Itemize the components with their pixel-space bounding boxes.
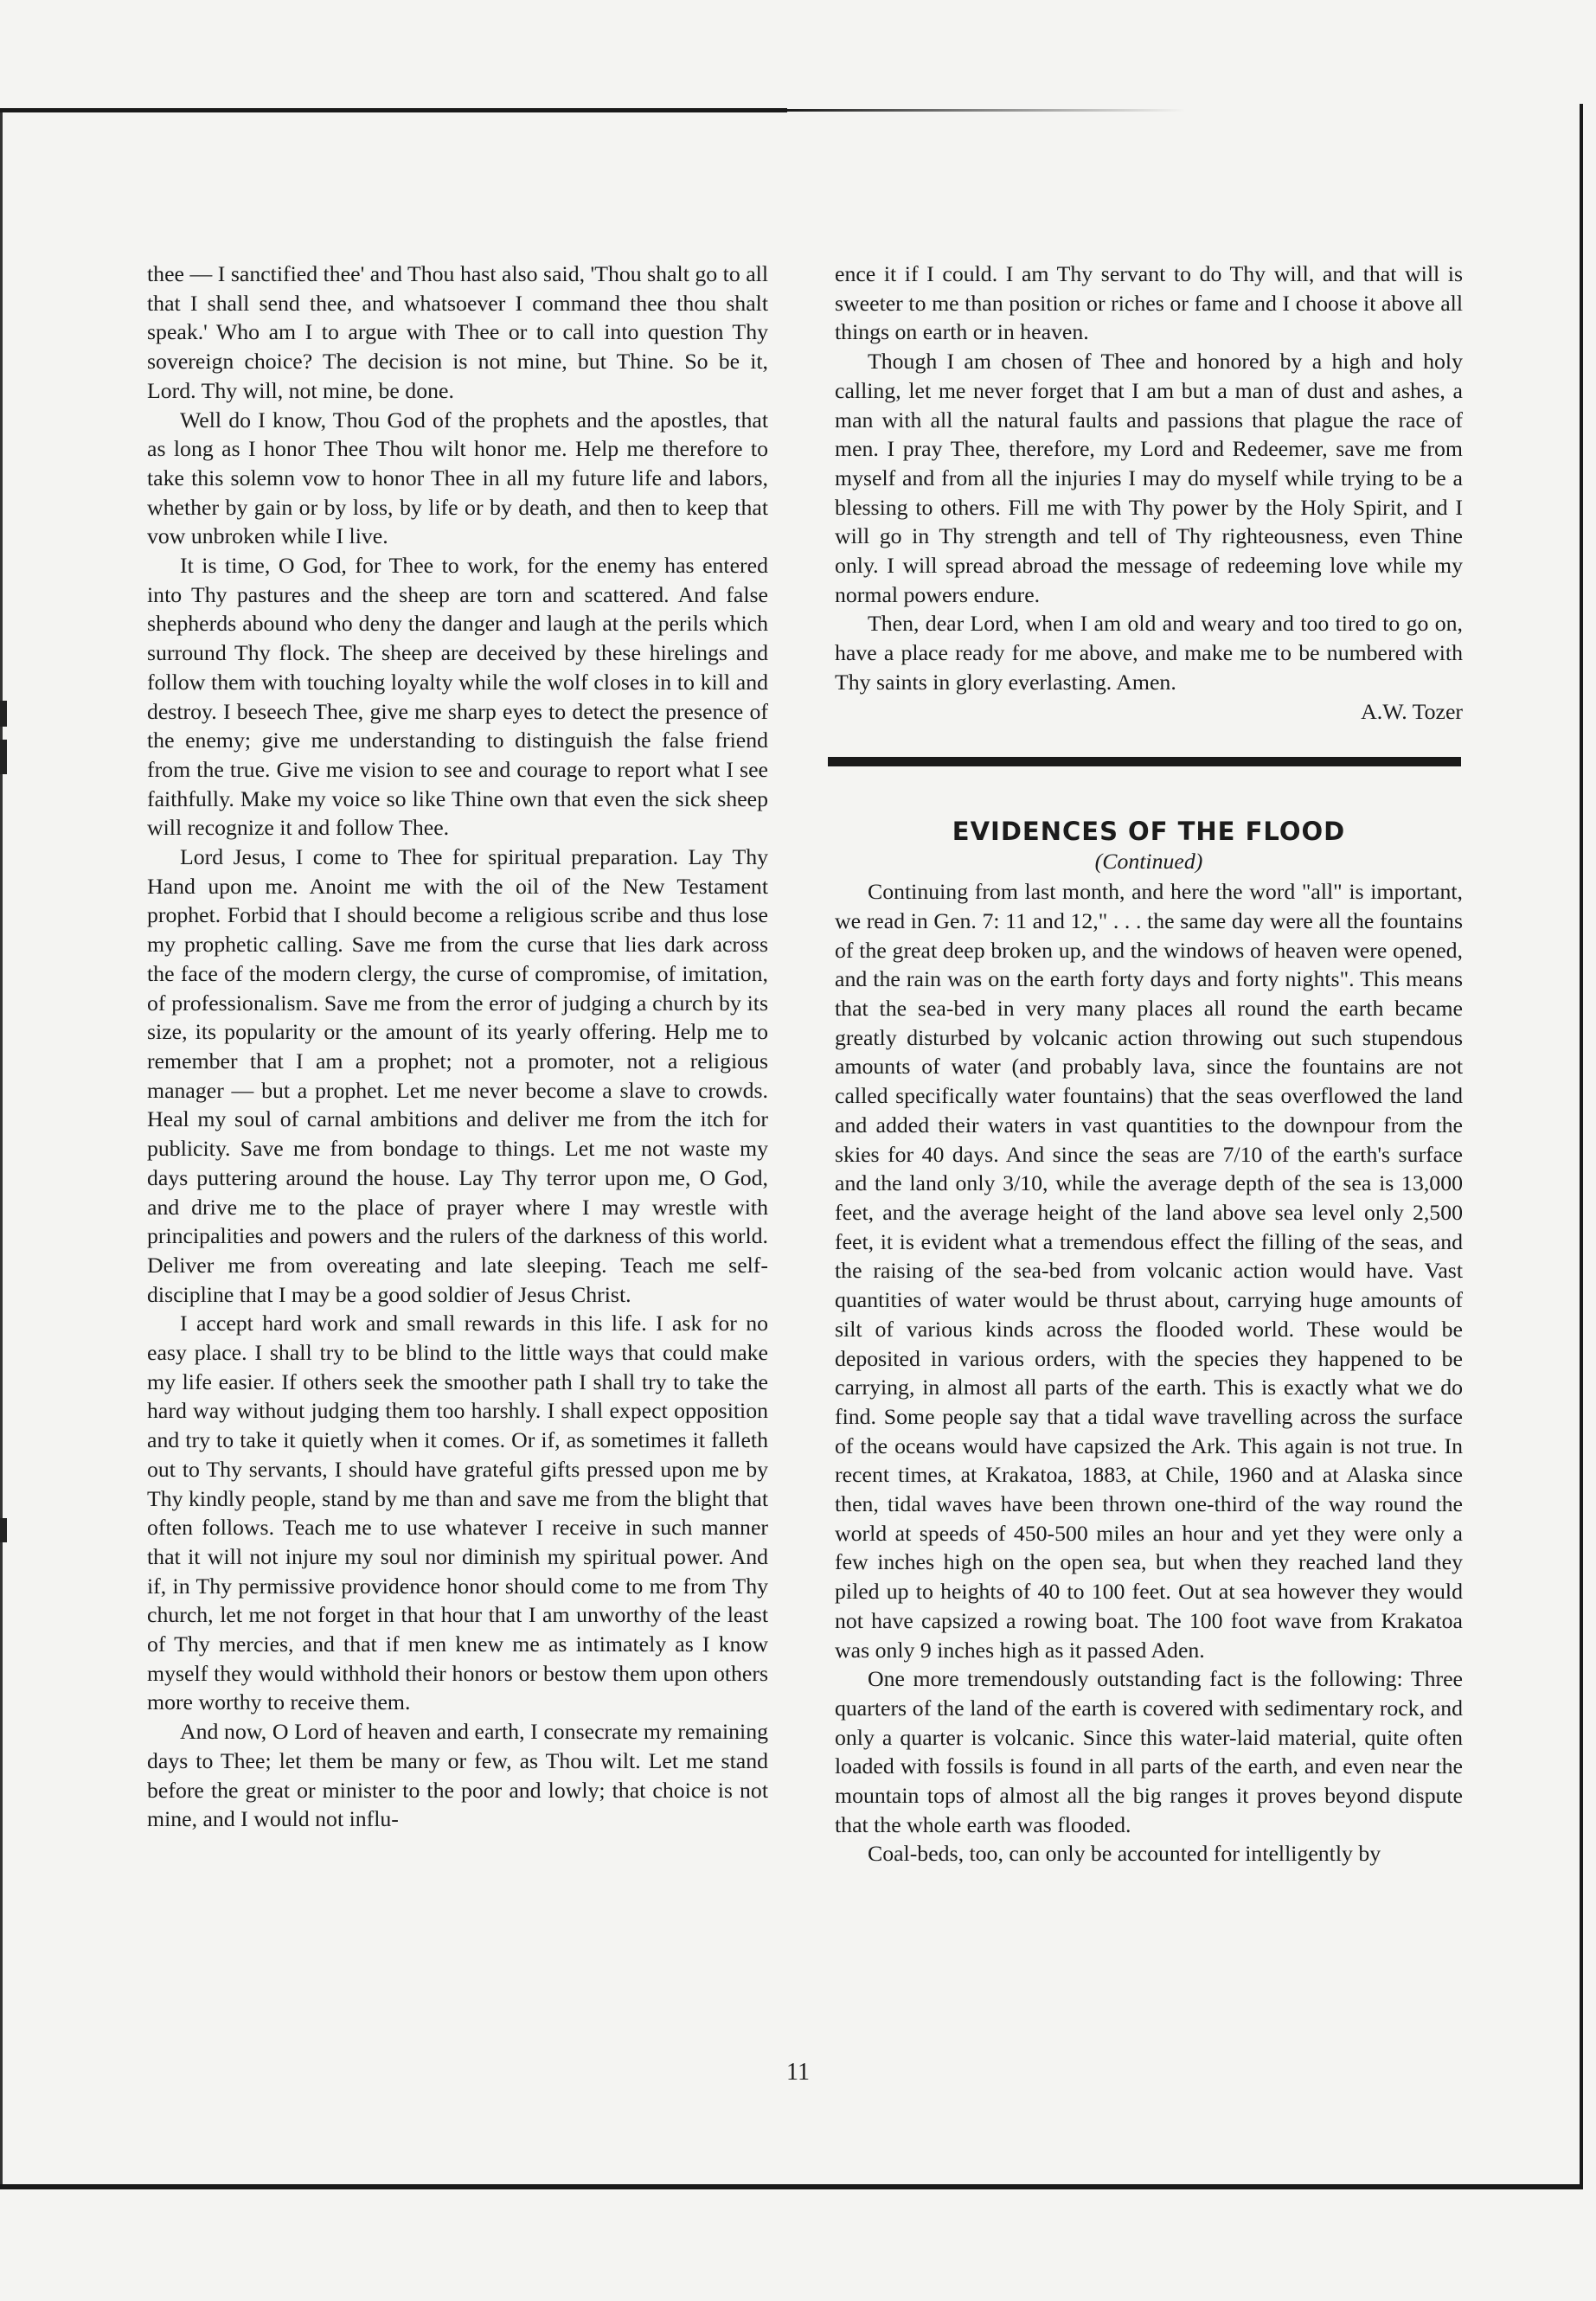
paragraph: ence it if I could. I am Thy servant to do Thy will, and that will is sweeter to me than position or riches or fame and I choose it above all things on earth or in heaven.: [835, 261, 1463, 345]
bottom-border-rule: [0, 2184, 1583, 2189]
article-subtitle: (Continued): [1094, 849, 1203, 875]
section-divider: [828, 757, 1461, 766]
paragraph: Then, dear Lord, when I am old and weary and too tired to go on, have a place ready for me above, and make me to be numbered with Thy saints in glory everlasting. Amen.: [835, 611, 1463, 695]
binding-mark: [0, 1518, 7, 1542]
left-page-edge: [0, 112, 3, 2189]
page-number: 11: [786, 2059, 810, 2086]
paragraph: Well do I know, Thou God of the prophets and the apostles, that as long as I honor Thee Thou wilt honor me. Help me therefore to take this solemn vow to honor Thee in all my future life and labors, whether by gain or by loss, by life or by death, and then to keep that vow unbroken while I live.: [147, 407, 768, 549]
paragraph: One more tremendously outstanding fact is the following: Three quarters of the land of the earth is covered with sedimentary rock, and only a quarter is volcanic. Since this water-laid material, quite often loaded with fossils is found in all parts of the earth, and even near the mountain tops of almost all the big ranges it proves beyond dispute that the whole earth was flooded.: [835, 1666, 1463, 1837]
top-border-rule: [0, 108, 787, 112]
paragraph: I accept hard work and small rewards in this life. I ask for no easy place. I shall try to be blind to the little ways that could make my life easier. If others seek the smoother path I shall try to take the hard way without judging them too harshly. I shall expect opposition and try to take it quietly when it comes. Or if, as sometimes it falleth out to Thy servants, I should have grateful gifts pressed upon me by Thy kindly people, stand by me than and save me from the blight that often follows. Teach me to use whatever I receive in such manner that it will not injure my soul nor diminish my spiritual power. And if, in Thy permissive providence honor should come to me from Thy church, let me not forget in that hour that I am unworthy of the least of Thy mercies, and that if men knew me as intimately as I know myself they would withhold their honors or bestow them upon others more worthy to receive them.: [147, 1311, 768, 1715]
paragraph: Though I am chosen of Thee and honored by a high and holy calling, let me never forget that I am but a man of dust and ashes, a man with all the natural faults and passions that plague the race of men. I pray Thee, therefore, my Lord and Redeemer, save me from myself and from all the injuries I may do myself while trying to be a blessing to others. Fill me with Thy power by the Holy Spirit, and I will go in Thy strength and tell of Thy righteousness, even Thine only. I will spread abroad the message of redeeming love while my normal powers endure.: [835, 349, 1463, 607]
author-signature: A.W. Tozer: [1361, 698, 1463, 724]
paragraph: thee — I sanctified thee' and Thou hast also said, 'Thou shalt go to all that I shall send thee, and whatsoever I command thee thou shalt speak.' Who am I to argue with Thee or to call into question Thy sovereign choice? The decision is not mine, but Thine. So be it, Lord. Thy will, not mine, be done.: [147, 261, 768, 403]
paragraph: Continuing from last month, and here the word "all" is important, we read in Gen. 7: 11 and 12," . . . the same day were all the fountains of the great deep broken up, and the windows of heaven were opened, and the rain was on the earth forty days and forty nights". This means that the sea-bed in very many places all round the earth became greatly disturbed by volcanic action throwing out such stupendous amounts of water (and probably lava, since the fountains are not called specifically water fountains) that the seas overflowed the land and added their waters in vast quantities to the downpour from the skies for 40 days. And since the seas are 7/10 of the earth's surface and the land only 3/10, while the average depth of the sea is 13,000 feet, and the average height of the land above sea level only 2,500 feet, it is evident what a tremendous effect the filling of the seas, and the raising of the sea-bed from volcanic action would have. Vast quantities of water would be thrust about, carrying huge amounts of silt of various kinds across the flooded world. These would be deposited in various orders, with the species they happened to be carrying, in almost all parts of the earth. This is exactly what we do find. Some people say that a tidal wave travelling across the surface of the oceans would have capsized the Ark. This again is not true. In recent times, at Krakatoa, 1883, at Chile, 1960 and at Alaska since then, tidal waves have been thrown one-third of the way round the world at speeds of 450-500 miles an hour and yet they were only a few inches high on the open sea, but when they reached land they piled up to heights of 40 to 100 feet. Out at sea however they would not have capsized a rowing boat. The 100 foot wave from Krakatoa was only 9 inches high as it passed Aden.: [835, 879, 1463, 1663]
right-border-rule: [1580, 104, 1583, 2189]
paragraph: It is time, O God, for Thee to work, for the enemy has entered into Thy pastures and the sheep are torn and scattered. And false shepherds abound who deny the danger and laugh at the perils which surround Thy flock. The sheep are deceived by these hirelings and follow them with touching loyalty while the wolf closes in to kill and destroy. I beseech Thee, give me sharp eyes to detect the presence of the enemy; give me understanding to distinguish the false friend from the true. Give me vision to see and courage to report what I see faithfully. Make my voice so like Thine own that even the sick sheep will recognize it and follow Thee.: [147, 553, 768, 841]
paragraph: Coal-beds, too, can only be accounted for intelligently by: [868, 1841, 1381, 1867]
paragraph: Lord Jesus, I come to Thee for spiritual preparation. Lay Thy Hand upon me. Anoint me with the oil of the New Testament prophet. Forbid that I should become a religious scribe and thus lose my prophetic calling. Save me from the curse that lies dark across the face of the modern clergy, the curse of compromise, of imitation, of professionalism. Save me from the error of judging a church by its size, its popularity or the amount of its yearly offering. Help me to remember that I am a prophet; not a promoter, not a religious manager — but a prophet. Let me never become a slave to crowds. Heal my soul of carnal ambitions and deliver me from the itch for publicity. Save me from bondage to things. Let me not waste my days puttering around the house. Lay Thy terror upon me, O God, and drive me to the place of prayer where I may wrestle with principalities and powers and the rulers of the darkness of this world. Deliver me from overeating and late sleeping. Teach me self-discipline that I may be a good soldier of Jesus Christ.: [147, 844, 768, 1307]
article-title: EVIDENCES OF THE FLOOD: [952, 817, 1346, 847]
binding-mark: [0, 701, 7, 727]
binding-mark: [0, 740, 7, 774]
paragraph: And now, O Lord of heaven and earth, I consecrate my remaining days to Thee; let them be many or few, as Thou wilt. Let me stand before the great or minister to the poor and lowly; that choice is not mine, and I would not influ-: [147, 1719, 768, 1832]
right-column: [835, 260, 1463, 1868]
left-column: [147, 260, 768, 1834]
top-border-rule-fade: [787, 109, 1185, 112]
